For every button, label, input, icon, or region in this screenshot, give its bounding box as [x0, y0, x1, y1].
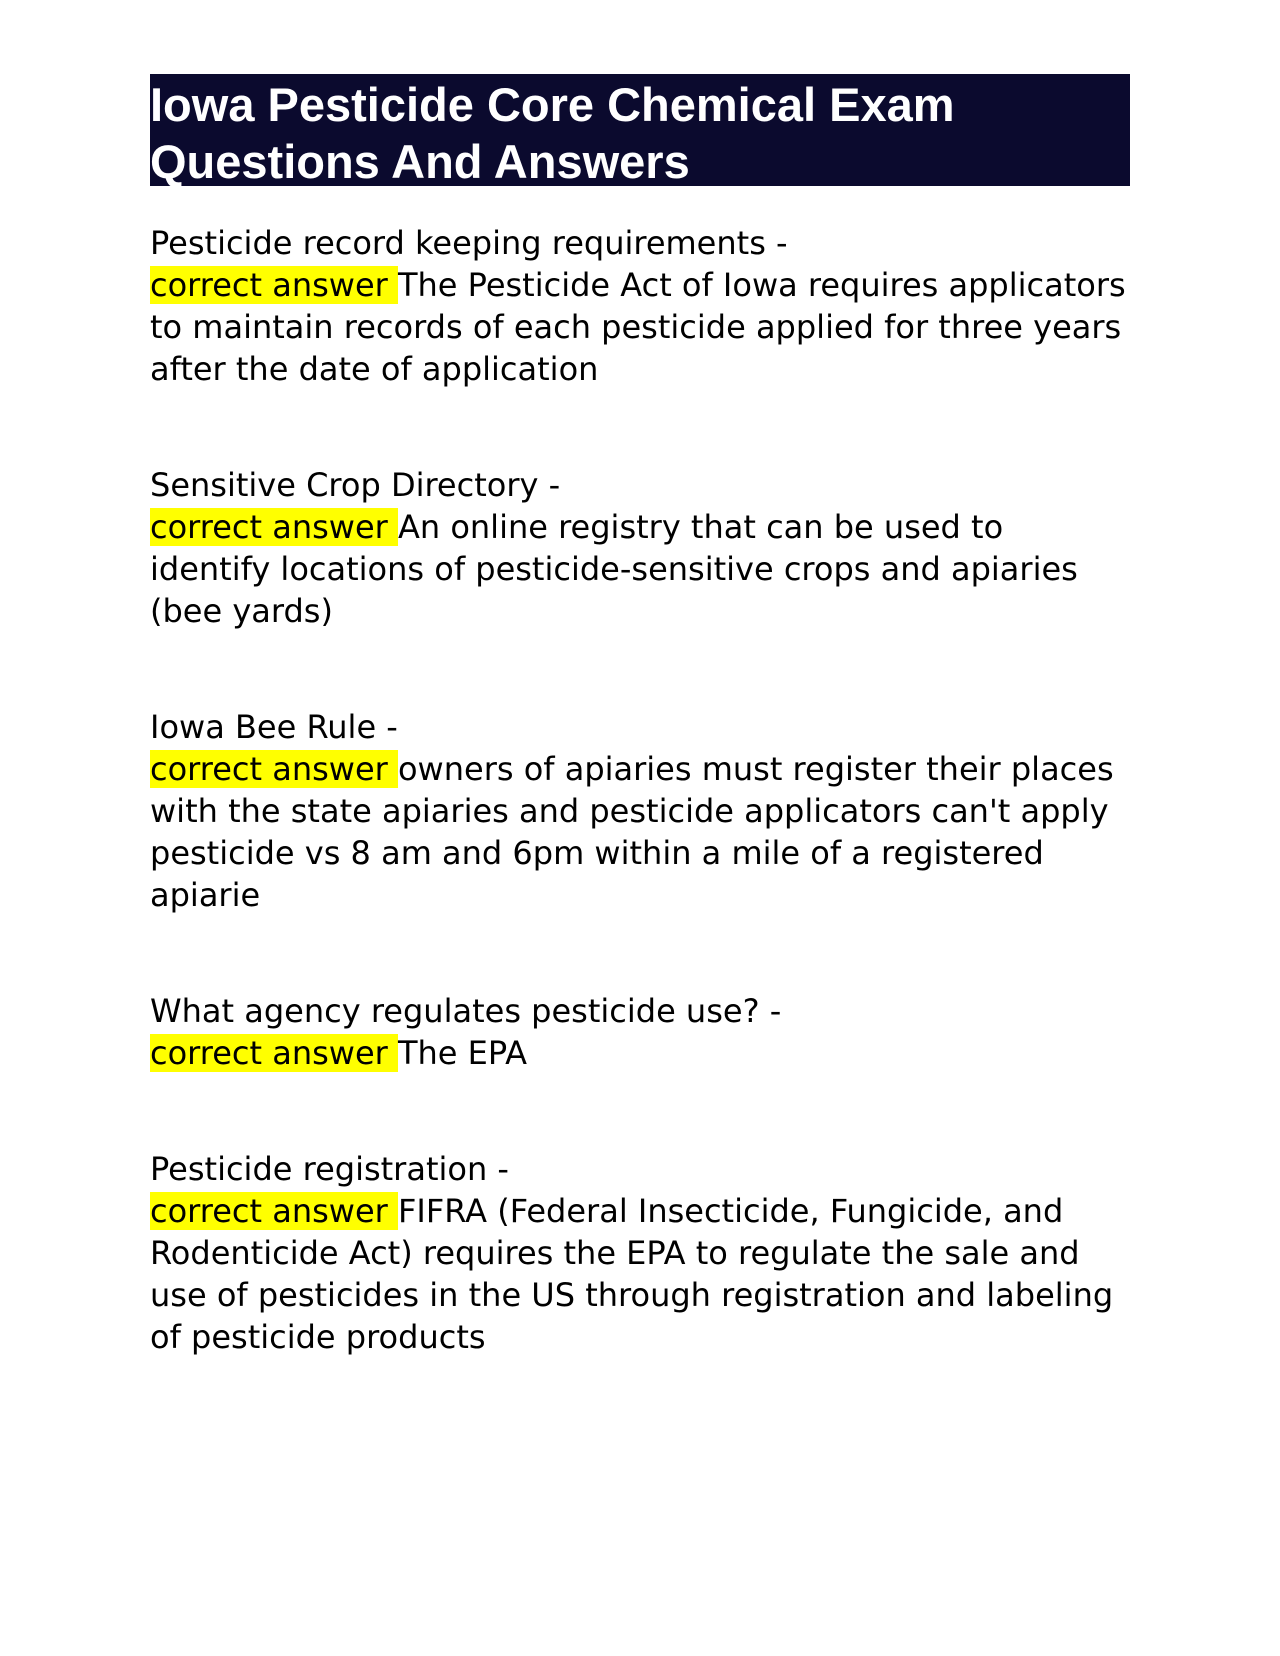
question-text: What agency regulates pesticide use? -	[150, 992, 782, 1030]
answer-marker: correct answer	[150, 750, 398, 788]
qa-item	[150, 990, 1130, 1074]
answer-marker: correct answer	[150, 1034, 398, 1072]
answer-marker: correct answer	[150, 508, 398, 546]
question-text: Pesticide record keeping requirements -	[150, 224, 788, 262]
question-text: Pesticide registration -	[150, 1150, 509, 1188]
qa-item	[150, 222, 1130, 390]
answer-text: FIFRA (Federal Insecticide, Fungicide, and Rodenticide Act) requires the EPA to regulate the sale and use of pesticides in the US through registration and labeling of pesticide products	[150, 1192, 1114, 1356]
question-text: Iowa Bee Rule -	[150, 708, 398, 746]
document-page	[150, 74, 1130, 1358]
answer-marker: correct answer	[150, 1192, 398, 1230]
qa-item	[150, 464, 1130, 632]
answer-text: The Pesticide Act of Iowa requires applicators to maintain records of each pesticide applied for three years after the date of application	[150, 266, 1126, 388]
document-title: Iowa Pesticide Core Chemical Exam Questions And Answers	[150, 74, 1130, 186]
answer-text: An online registry that can be used to identify locations of pesticide-sensitive crops and apiaries (bee yards)	[150, 508, 1078, 630]
answer-text: owners of apiaries must register their places with the state apiaries and pesticide applicators can't apply pesticide vs 8 am and 6pm within a mile of a registered apiarie	[150, 750, 1114, 914]
answer-text: The EPA	[397, 1034, 528, 1072]
question-text: Sensitive Crop Directory -	[150, 466, 561, 504]
qa-item	[150, 706, 1130, 916]
qa-item	[150, 1148, 1130, 1358]
qa-list	[150, 222, 1130, 1358]
answer-marker: correct answer	[150, 266, 398, 304]
